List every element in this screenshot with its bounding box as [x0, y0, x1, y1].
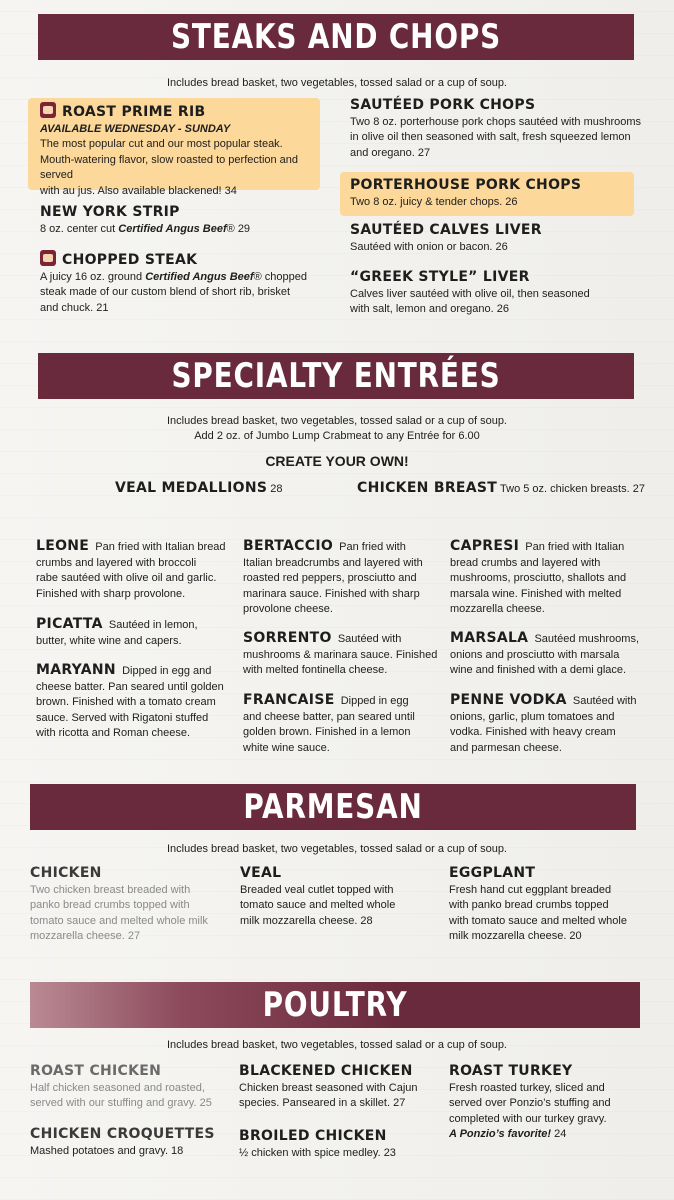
parm-chicken-name: CHICKEN — [30, 865, 102, 881]
penne-vodka-l3: vodka. Finished with heavy cream — [450, 726, 616, 738]
steaks-includes: Includes bread basket, two vegetables, tossed salad or a cup of soup. — [167, 77, 507, 89]
ny-strip-name: NEW YORK STRIP — [40, 204, 180, 220]
croquettes-item — [30, 1127, 240, 1159]
parm-chicken-l2: panko bread crumbs topped with — [30, 899, 190, 911]
parm-veal-item — [240, 866, 440, 929]
parm-eggplant-item — [449, 866, 659, 945]
ny-strip-desc-b: Certified Angus Beef — [118, 222, 227, 235]
steaks-title: STEAKS AND CHOPS — [171, 17, 501, 57]
calves-liver-name: SAUTÉED CALVES LIVER — [350, 222, 542, 238]
piccata-name: PICATTA — [36, 616, 103, 632]
parm-veal-l1: Breaded veal cutlet topped with — [240, 883, 394, 896]
croquettes-name: CHICKEN CROQUETTES — [30, 1126, 215, 1142]
parm-eggplant-l2: with panko bread crumbs topped — [449, 899, 609, 911]
leone-l1: Pan fried with Italian bread — [95, 541, 226, 553]
capresi-name: CAPRESI — [450, 538, 520, 554]
poultry-title: POULTRY — [262, 985, 408, 1025]
pork-chops-line1: Two 8 oz. porterhouse pork chops sautéed with mushrooms — [350, 115, 642, 128]
porterhouse-desc: Two 8 oz. juicy & tender chops. 26 — [350, 195, 518, 208]
parm-eggplant-l3: with tomato sauce and melted whole — [449, 914, 627, 927]
chicken-breast-name: CHICKEN BREAST — [357, 480, 498, 496]
sorrento-l2: mushrooms & marinara sauce. Finished — [243, 648, 438, 661]
chopped-steak-name: CHOPPED STEAK — [62, 252, 198, 268]
leone-l4: Finished with sharp provolone. — [36, 587, 186, 600]
prime-rib-name: ROAST PRIME RIB — [62, 104, 206, 120]
roast-turkey-l1: Fresh roasted turkey, sliced and — [449, 1081, 605, 1094]
ny-strip-desc-a: 8 oz. center cut — [40, 222, 119, 235]
roast-chicken-name: ROAST CHICKEN — [30, 1063, 162, 1079]
calves-liver-item — [350, 223, 650, 255]
blackened-chicken-item — [239, 1064, 449, 1112]
bertaccio-l2: Italian breadcrumbs and layered with — [243, 556, 423, 569]
pork-chops-name: SAUTÉED PORK CHOPS — [350, 97, 536, 113]
chicken-breast-item — [357, 481, 645, 498]
maryann-name: MARYANN — [36, 662, 116, 678]
roast-chicken-l2: served with our stuffing and gravy. 25 — [30, 1097, 212, 1109]
francaise-item — [243, 693, 443, 756]
ny-strip-desc-c: ® 29 — [226, 222, 251, 235]
blackened-chicken-l1: Chicken breast seasoned with Cajun — [239, 1081, 418, 1094]
bertaccio-name: BERTACCIO — [243, 538, 334, 554]
veal-medallions-item — [115, 481, 283, 498]
francaise-l3: golden brown. Finished in a lemon — [243, 726, 411, 738]
specialty-includes: Includes bread basket, two vegetables, tossed salad or a cup of soup. — [167, 415, 507, 427]
capresi-l2: bread crumbs and layered with — [450, 556, 601, 569]
calves-liver-desc: Sautéed with onion or bacon. 26 — [350, 240, 508, 253]
pork-chops-line2: in olive oil then seasoned with salt, fresh squeezed lemon — [350, 131, 631, 143]
sorrento-l1: Sautéed with — [337, 633, 402, 645]
capresi-item — [450, 539, 650, 618]
roast-turkey-price: 24 — [551, 1128, 567, 1140]
pork-chops-item — [350, 98, 650, 161]
penne-vodka-l2: onions, garlic, plum tomatoes and — [450, 710, 615, 723]
sorrento-name: SORRENTO — [243, 630, 332, 646]
leone-item — [36, 539, 234, 602]
bertaccio-l1: Pan fried with — [339, 541, 406, 553]
capresi-l4: marsala wine. Finished with melted — [450, 587, 622, 600]
prime-rib-availability: AVAILABLE WEDNESDAY - SUNDAY — [40, 122, 231, 135]
broiled-chicken-item — [239, 1129, 449, 1161]
maryann-item — [36, 663, 234, 742]
marsala-name: MARSALA — [450, 630, 529, 646]
maryann-l3: brown. Finished with a tomato cream — [36, 696, 216, 708]
penne-vodka-l4: and parmesan cheese. — [450, 741, 562, 754]
parm-veal-l2: tomato sauce and melted whole — [240, 899, 396, 911]
maryann-l1: Dipped in egg and — [122, 665, 212, 677]
francaise-l1: Dipped in egg — [340, 695, 409, 707]
penne-vodka-l1: Sautéed with — [572, 695, 637, 707]
marsala-l2: onions and prosciutto with marsala — [450, 648, 620, 661]
parm-eggplant-name: EGGPLANT — [449, 865, 536, 881]
croquettes-l1: Mashed potatoes and gravy. 18 — [30, 1144, 184, 1157]
parm-eggplant-l4: milk mozzarella cheese. 20 — [449, 930, 582, 942]
blackened-chicken-l2: species. Panseared in a skillet. 27 — [239, 1097, 406, 1109]
bertaccio-l3: roasted red peppers, prosciutto and — [243, 572, 417, 584]
parm-chicken-item — [30, 866, 230, 945]
piccata-l2: butter, white wine and capers. — [36, 634, 182, 647]
specialty-add-crab: Add 2 oz. of Jumbo Lump Crabmeat to any Entrée for 6.00 — [194, 430, 480, 442]
roast-chicken-l1: Half chicken seasoned and roasted, — [30, 1081, 205, 1094]
chicken-breast-desc: Two 5 oz. chicken breasts. 27 — [500, 483, 645, 495]
penne-vodka-name: PENNE VODKA — [450, 692, 567, 708]
greek-liver-item — [350, 270, 650, 318]
veal-medallions-price: 28 — [270, 483, 283, 495]
parm-eggplant-l1: Fresh hand cut eggplant breaded — [449, 883, 612, 896]
create-your-own: CREATE YOUR OWN! — [265, 453, 409, 469]
maryann-l2: cheese batter. Pan seared until golden — [36, 680, 224, 693]
parm-veal-name: VEAL — [240, 865, 282, 881]
greek-liver-line1: Calves liver sautéed with olive oil, then seasoned — [350, 287, 590, 300]
poultry-includes: Includes bread basket, two vegetables, tossed salad or a cup of soup. — [167, 1039, 507, 1051]
marsala-l3: wine and finished with a demi glace. — [450, 664, 627, 676]
roast-turkey-item — [449, 1064, 659, 1143]
broiled-chicken-l1: ½ chicken with spice medley. 23 — [239, 1146, 396, 1159]
porterhouse-name: PORTERHOUSE PORK CHOPS — [350, 177, 582, 193]
bertaccio-l4: marinara sauce. Finished with sharp — [243, 587, 420, 600]
roast-turkey-l3: completed with our turkey gravy. — [449, 1112, 607, 1125]
chopped-line1a: A juicy 16 oz. ground — [40, 270, 146, 283]
maryann-l5: with ricotta and Roman cheese. — [36, 727, 191, 739]
francaise-l2: and cheese batter, pan seared until — [243, 710, 415, 723]
prime-rib-item — [40, 102, 318, 199]
poultry-banner — [30, 982, 640, 1028]
porterhouse-item — [350, 178, 634, 210]
chopped-line1b: Certified Angus Beef — [145, 270, 254, 283]
prime-rib-line1: The most popular cut and our most popular steak. — [40, 138, 283, 150]
capresi-l5: mozzarella cheese. — [450, 603, 545, 615]
chopped-line1c: ® chopped — [253, 270, 307, 283]
steak-badge-icon — [40, 102, 56, 118]
marsala-item — [450, 631, 650, 679]
roast-turkey-l2: served over Ponzio’s stuffing and — [449, 1097, 611, 1109]
chopped-line3: and chuck. 21 — [40, 301, 109, 314]
leone-name: LEONE — [36, 538, 90, 554]
roast-chicken-item — [30, 1064, 230, 1112]
capresi-l1: Pan fried with Italian — [525, 541, 625, 553]
parm-chicken-l4: mozzarella cheese. 27 — [30, 930, 141, 942]
roast-turkey-favorite: A Ponzio’s favorite! — [449, 1128, 552, 1140]
pork-chops-line3: and oregano. 27 — [350, 146, 431, 159]
steak-badge-icon — [40, 250, 56, 266]
broiled-chicken-name: BROILED CHICKEN — [239, 1128, 387, 1144]
maryann-l4: sauce. Served with Rigatoni stuffed — [36, 711, 209, 724]
blackened-chicken-name: BLACKENED CHICKEN — [239, 1063, 413, 1079]
parm-chicken-l1: Two chicken breast breaded with — [30, 883, 191, 896]
penne-vodka-item — [450, 693, 650, 756]
piccata-l1: Sautéed in lemon, — [108, 619, 198, 631]
specialty-banner — [38, 353, 634, 399]
parmesan-banner — [30, 784, 636, 830]
greek-liver-name: “GREEK STYLE” LIVER — [350, 269, 530, 285]
francaise-name: FRANCAISE — [243, 692, 335, 708]
parm-chicken-l3: tomato sauce and melted whole milk — [30, 914, 208, 927]
leone-l2: crumbs and layered with broccoli — [36, 556, 197, 569]
steaks-banner — [38, 14, 634, 60]
parm-veal-l3: milk mozzarella cheese. 28 — [240, 914, 373, 927]
sorrento-l3: with melted fontinella cheese. — [243, 664, 388, 676]
bertaccio-l5: provolone cheese. — [243, 603, 333, 615]
sorrento-item — [243, 631, 443, 679]
parmesan-includes: Includes bread basket, two vegetables, tossed salad or a cup of soup. — [167, 843, 507, 855]
leone-l3: rabe sautéed with olive oil and garlic. — [36, 572, 217, 584]
prime-rib-line2: Mouth-watering flavor, slow roasted to perfection and served — [40, 153, 299, 181]
bertaccio-item — [243, 539, 443, 618]
veal-medallions-name: VEAL MEDALLIONS — [115, 480, 268, 496]
marsala-l1: Sautéed mushrooms, — [534, 633, 640, 645]
capresi-l3: mushrooms, prosciutto, shallots and — [450, 572, 627, 584]
chopped-line2: steak made of our custom blend of short rib, brisket — [40, 286, 291, 298]
prime-rib-line3: with au jus. Also available blackened! 34 — [40, 184, 237, 197]
francaise-l4: white wine sauce. — [243, 741, 330, 754]
roast-turkey-name: ROAST TURKEY — [449, 1063, 573, 1079]
greek-liver-line2: with salt, lemon and oregano. 26 — [350, 303, 509, 315]
specialty-title: SPECIALTY ENTRÉES — [171, 356, 501, 396]
parmesan-title: PARMESAN — [243, 787, 423, 827]
chopped-steak-item — [40, 250, 320, 316]
ny-strip-item — [40, 205, 320, 237]
piccata-item — [36, 617, 234, 649]
